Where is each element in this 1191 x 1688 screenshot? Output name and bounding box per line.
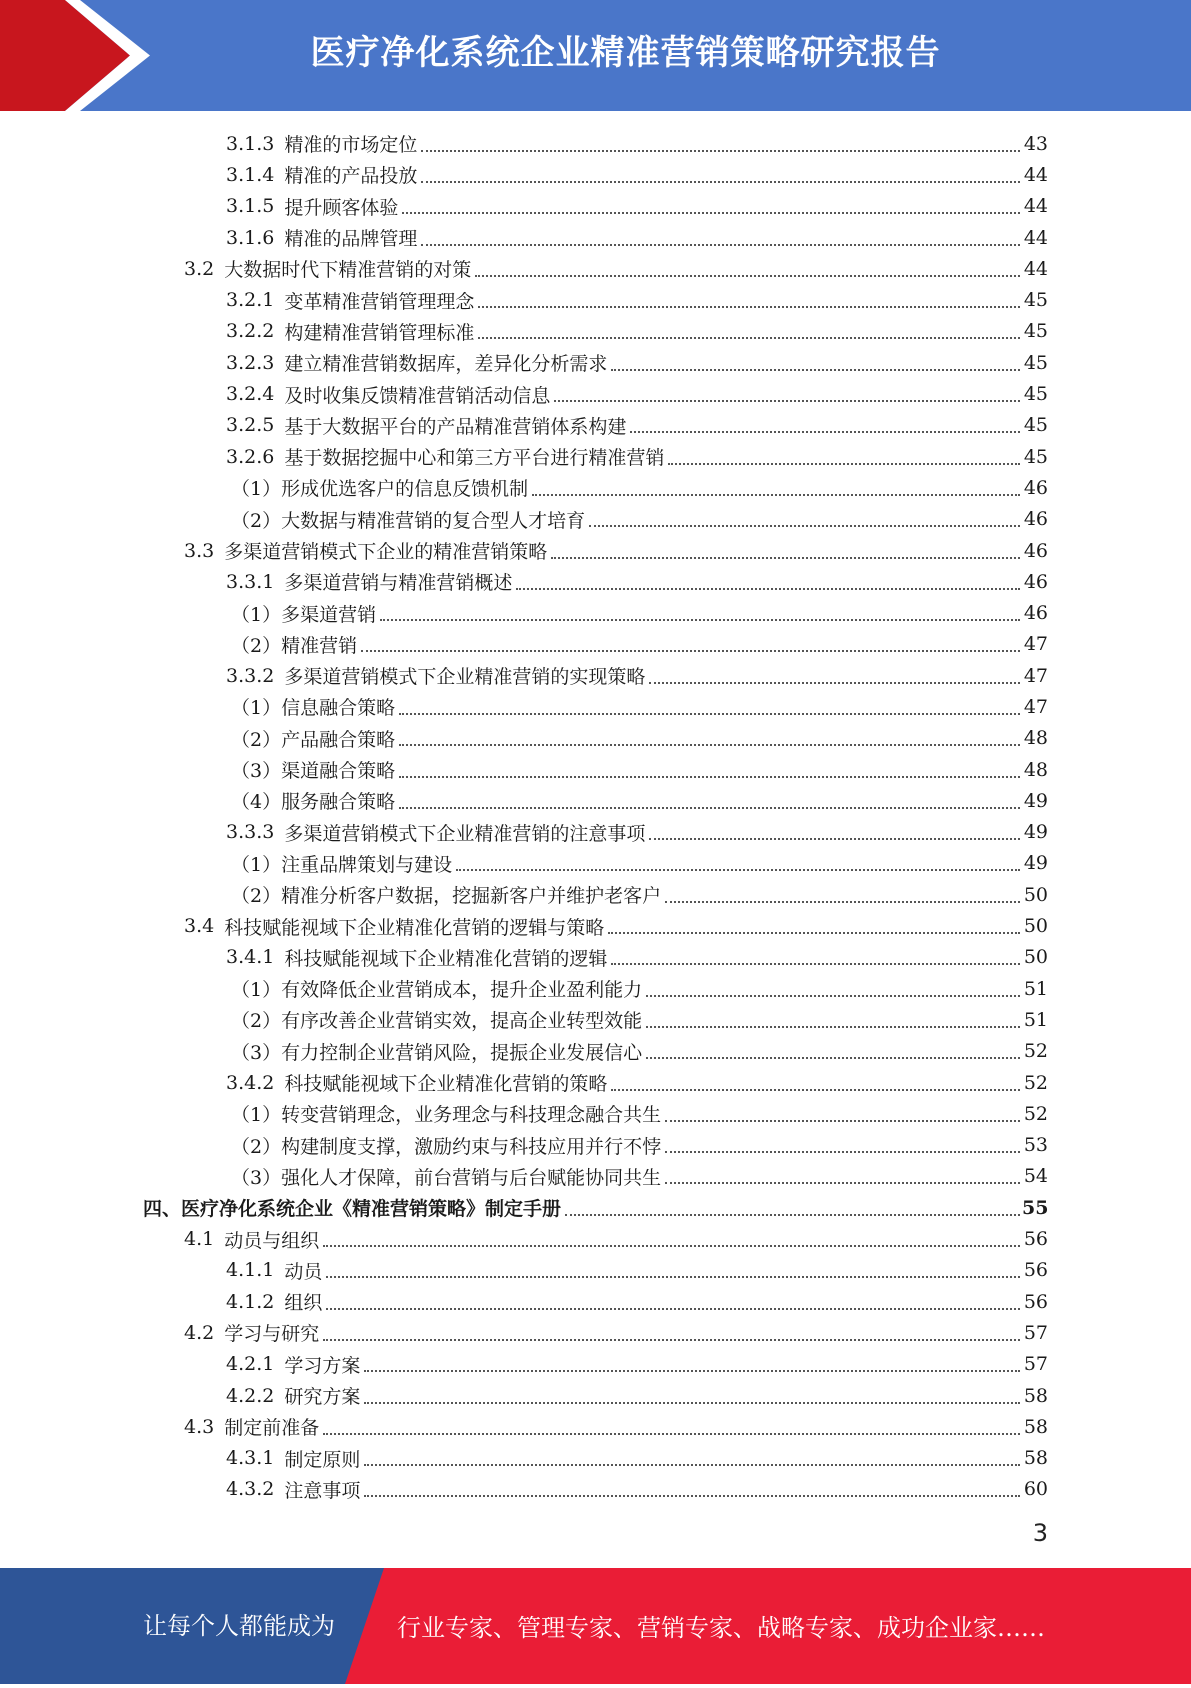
toc-entry-title: （2）精准营销 bbox=[231, 634, 358, 657]
toc-entry-title: （2）大数据与精准营销的复合型人才培育 bbox=[231, 509, 586, 532]
toc-entry[interactable] bbox=[0, 942, 1191, 973]
toc-entry-title: 多渠道营销模式下企业的精准营销策略 bbox=[224, 541, 548, 563]
toc-entry-page: 47 bbox=[1023, 633, 1048, 656]
document-title: 医疗净化系统企业精准营销策略研究报告 bbox=[310, 33, 941, 73]
toc-entry-page: 52 bbox=[1023, 1102, 1048, 1125]
toc-entry-number: 3.3.2 bbox=[226, 664, 275, 687]
toc-entry-page: 50 bbox=[1023, 946, 1048, 969]
toc-entry-page: 57 bbox=[1023, 1321, 1048, 1344]
toc-dot-leader bbox=[323, 1245, 1020, 1247]
toc-entry[interactable] bbox=[0, 660, 1191, 691]
toc-entry-page: 51 bbox=[1023, 1008, 1048, 1031]
toc-entry-number: 4.3.2 bbox=[226, 1478, 275, 1501]
toc-entry-title: 动员与组织 bbox=[224, 1229, 320, 1252]
toc-entry-number: 3.2.4 bbox=[226, 383, 275, 406]
toc-entry-title: 制定前准备 bbox=[224, 1417, 320, 1440]
toc-dot-leader bbox=[554, 400, 1020, 402]
toc-dot-leader bbox=[665, 901, 1020, 903]
toc-entry-page: 46 bbox=[1023, 570, 1048, 593]
toc-entry-page: 58 bbox=[1023, 1384, 1048, 1407]
toc-entry-title: （1）转变营销理念，业务理念与科技理念融合共生 bbox=[231, 1104, 662, 1127]
toc-entry-page: 56 bbox=[1023, 1290, 1048, 1313]
toc-entry-number: 4.1.1 bbox=[226, 1259, 275, 1282]
toc-entry-number: 3.3.3 bbox=[226, 821, 275, 844]
toc-entry-title: （2）有序改善企业营销实效，提高企业转型效能 bbox=[231, 1010, 643, 1033]
toc-entry-page: 46 bbox=[1023, 539, 1048, 562]
toc-dot-leader bbox=[646, 1026, 1020, 1028]
footer-slogan-left: 让每个人都能成为 bbox=[143, 1612, 335, 1640]
toc-entry-page: 52 bbox=[1023, 1040, 1048, 1063]
toc-entry[interactable] bbox=[0, 1380, 1191, 1411]
toc-entry-number: 3.3 bbox=[184, 539, 215, 562]
toc-entry[interactable] bbox=[0, 817, 1191, 848]
toc-dot-leader bbox=[478, 337, 1020, 339]
toc-dot-leader bbox=[668, 463, 1020, 465]
toc-dot-leader bbox=[516, 588, 1020, 590]
toc-entry[interactable] bbox=[0, 1130, 1191, 1161]
toc-entry-title: （2）精准分析客户数据，挖掘新客户并维护老客户 bbox=[231, 885, 662, 908]
page-header bbox=[0, 0, 1191, 111]
toc-entry-title: 学习方案 bbox=[284, 1354, 361, 1377]
toc-entry-title: 多渠道营销与精准营销概述 bbox=[284, 572, 513, 595]
toc-dot-leader bbox=[589, 525, 1020, 527]
toc-dot-leader bbox=[421, 150, 1020, 152]
toc-entry-title: 建立精准营销数据库，差异化分析需求 bbox=[284, 353, 608, 376]
toc-entry-title: （1）注重品牌策划与建设 bbox=[231, 853, 453, 876]
toc-dot-leader bbox=[665, 1120, 1020, 1122]
toc-entry-page: 45 bbox=[1023, 445, 1048, 468]
toc-entry[interactable] bbox=[0, 535, 1191, 566]
toc-entry[interactable] bbox=[0, 723, 1191, 754]
toc-dot-leader bbox=[551, 557, 1020, 559]
toc-entry[interactable] bbox=[0, 378, 1191, 409]
toc-dot-leader bbox=[421, 181, 1020, 183]
toc-entry[interactable] bbox=[0, 1286, 1191, 1317]
toc-entry-title: 动员 bbox=[284, 1260, 323, 1283]
toc-entry-number: 4.3 bbox=[184, 1415, 215, 1438]
toc-dot-leader bbox=[364, 1495, 1020, 1497]
toc-entry-page: 45 bbox=[1023, 383, 1048, 406]
toc-entry-page: 49 bbox=[1023, 821, 1048, 844]
toc-dot-leader bbox=[565, 1214, 1020, 1216]
toc-entry-page: 49 bbox=[1023, 852, 1048, 875]
toc-entry[interactable] bbox=[0, 879, 1191, 910]
toc-entry[interactable] bbox=[0, 848, 1191, 879]
toc-dot-leader bbox=[611, 369, 1020, 371]
toc-entry-title: 精准的市场定位 bbox=[284, 134, 418, 157]
toc-dot-leader bbox=[665, 1182, 1020, 1184]
toc-dot-leader bbox=[630, 431, 1020, 433]
toc-dot-leader bbox=[456, 869, 1020, 871]
toc-entry[interactable] bbox=[0, 504, 1191, 535]
toc-entry-page: 45 bbox=[1023, 414, 1048, 437]
toc-entry-number: 3.1.5 bbox=[226, 195, 275, 218]
toc-entry[interactable] bbox=[0, 1317, 1191, 1348]
toc-entry-page: 55 bbox=[1022, 1196, 1049, 1219]
toc-dot-leader bbox=[475, 275, 1020, 277]
toc-entry-page: 53 bbox=[1023, 1134, 1048, 1157]
toc-entry-title: 注意事项 bbox=[284, 1479, 361, 1502]
toc-entry[interactable] bbox=[0, 973, 1191, 1004]
toc-entry-page: 48 bbox=[1023, 758, 1048, 781]
toc-entry-title: 科技赋能视域下企业精准化营销的策略 bbox=[284, 1073, 608, 1096]
toc-entry-page: 44 bbox=[1023, 195, 1048, 218]
toc-entry[interactable] bbox=[0, 566, 1191, 597]
toc-dot-leader bbox=[399, 744, 1020, 746]
footer-slogan-right: 行业专家、管理专家、营销专家、战略专家、成功企业家…… bbox=[397, 1614, 1045, 1642]
toc-entry[interactable] bbox=[0, 1442, 1191, 1473]
toc-entry[interactable] bbox=[0, 910, 1191, 941]
toc-dot-leader bbox=[326, 1308, 1020, 1310]
toc-entry-number: 4.1.2 bbox=[226, 1290, 275, 1313]
toc-entry[interactable] bbox=[0, 1223, 1191, 1254]
toc-entry-title: 组织 bbox=[284, 1292, 323, 1315]
toc-entry[interactable] bbox=[0, 785, 1191, 816]
toc-dot-leader bbox=[326, 1276, 1020, 1278]
toc-dot-leader bbox=[478, 306, 1020, 308]
toc-entry-title: （3）强化人才保障，前台营销与后台赋能协同共生 bbox=[231, 1166, 662, 1189]
toc-entry-number: 3.1.4 bbox=[226, 163, 275, 186]
toc-entry[interactable] bbox=[0, 253, 1191, 284]
toc-entry[interactable] bbox=[0, 347, 1191, 378]
toc-entry-page: 58 bbox=[1023, 1415, 1048, 1438]
toc-entry-page: 44 bbox=[1023, 163, 1048, 186]
toc-dot-leader bbox=[364, 1370, 1020, 1372]
toc-entry[interactable] bbox=[0, 629, 1191, 660]
toc-entry-title: （1）形成优选客户的信息反馈机制 bbox=[231, 478, 529, 501]
toc-dot-leader bbox=[361, 650, 1020, 652]
toc-entry[interactable] bbox=[0, 284, 1191, 315]
toc-entry-number: 4.2 bbox=[184, 1321, 215, 1344]
toc-entry[interactable] bbox=[0, 410, 1191, 441]
toc-entry[interactable] bbox=[0, 128, 1191, 159]
toc-entry-page: 47 bbox=[1023, 695, 1048, 718]
toc-entry[interactable] bbox=[0, 1255, 1191, 1286]
toc-dot-leader bbox=[611, 1089, 1020, 1091]
toc-entry-page: 51 bbox=[1023, 977, 1048, 1000]
toc-entry[interactable] bbox=[0, 691, 1191, 722]
toc-entry-number: 3.3.1 bbox=[226, 570, 275, 593]
toc-entry-number: 3.2.6 bbox=[226, 445, 275, 468]
toc-entry-number: 3.2 bbox=[184, 257, 215, 280]
toc-entry[interactable] bbox=[0, 1036, 1191, 1067]
toc-entry-page: 43 bbox=[1023, 132, 1048, 155]
toc-entry-number: 3.4.1 bbox=[226, 946, 275, 969]
toc-entry-title: （1）多渠道营销 bbox=[231, 603, 377, 626]
table-of-contents bbox=[0, 128, 1191, 1505]
toc-entry-page: 48 bbox=[1023, 727, 1048, 750]
toc-dot-leader bbox=[649, 682, 1020, 684]
toc-entry[interactable] bbox=[0, 441, 1191, 472]
toc-entry-number: 3.2.2 bbox=[226, 320, 275, 343]
toc-dot-leader bbox=[399, 776, 1020, 778]
toc-dot-leader bbox=[364, 1402, 1020, 1404]
toc-entry-page: 49 bbox=[1023, 789, 1048, 812]
toc-dot-leader bbox=[323, 1433, 1020, 1435]
toc-entry-page: 46 bbox=[1023, 508, 1048, 531]
toc-entry[interactable] bbox=[0, 1004, 1191, 1035]
toc-entry-title: （2）产品融合策略 bbox=[231, 728, 396, 751]
toc-dot-leader bbox=[399, 713, 1020, 715]
page-number: 3 bbox=[1032, 1519, 1048, 1547]
toc-entry-title: 精准的产品投放 bbox=[284, 165, 418, 188]
toc-dot-leader bbox=[364, 1464, 1020, 1466]
toc-entry[interactable] bbox=[0, 1098, 1191, 1129]
toc-entry[interactable] bbox=[0, 597, 1191, 628]
toc-entry-page: 44 bbox=[1023, 226, 1048, 249]
toc-entry-page: 52 bbox=[1023, 1071, 1048, 1094]
toc-entry-page: 45 bbox=[1023, 320, 1048, 343]
toc-dot-leader bbox=[649, 838, 1020, 840]
toc-entry-number: 4.1 bbox=[184, 1228, 215, 1251]
toc-entry-page: 56 bbox=[1023, 1228, 1048, 1251]
toc-dot-leader bbox=[380, 619, 1020, 621]
toc-entry-title: 四、医疗净化系统企业《精准营销策略》制定手册 bbox=[143, 1198, 562, 1221]
toc-entry-title: （3）有力控制企业营销风险，提振企业发展信心 bbox=[231, 1041, 643, 1064]
toc-entry-title: 变革精准营销管理理念 bbox=[284, 290, 475, 313]
toc-entry-number: 3.1.6 bbox=[226, 226, 275, 249]
toc-entry-page: 47 bbox=[1023, 664, 1048, 687]
page-footer bbox=[0, 1568, 1191, 1684]
toc-entry[interactable] bbox=[0, 316, 1191, 347]
header-arrow-decoration bbox=[0, 0, 150, 111]
toc-entry[interactable] bbox=[0, 1474, 1191, 1505]
toc-entry-number: 3.1.3 bbox=[226, 132, 275, 155]
toc-entry-title: 基于数据挖掘中心和第三方平台进行精准营销 bbox=[284, 447, 665, 470]
toc-entry-title: 多渠道营销模式下企业精准营销的实现策略 bbox=[284, 666, 646, 689]
toc-dot-leader bbox=[532, 494, 1020, 496]
toc-entry-number: 3.2.3 bbox=[226, 351, 275, 374]
toc-entry-title: 学习与研究 bbox=[224, 1323, 320, 1346]
toc-entry-number: 3.4.2 bbox=[226, 1071, 275, 1094]
toc-entry-page: 45 bbox=[1023, 351, 1048, 374]
toc-dot-leader bbox=[646, 995, 1020, 997]
toc-entry[interactable] bbox=[0, 159, 1191, 190]
toc-entry[interactable] bbox=[0, 222, 1191, 253]
toc-entry-page: 45 bbox=[1023, 289, 1048, 312]
toc-entry-number: 3.2.5 bbox=[226, 414, 275, 437]
toc-entry-page: 56 bbox=[1023, 1259, 1048, 1282]
toc-entry-title: 制定原则 bbox=[284, 1448, 361, 1471]
toc-entry-number: 3.4 bbox=[184, 915, 215, 938]
toc-entry-title: 研究方案 bbox=[284, 1386, 361, 1409]
toc-entry[interactable] bbox=[0, 1067, 1191, 1098]
toc-entry-title: （3）渠道融合策略 bbox=[231, 760, 396, 783]
toc-entry-number: 4.2.2 bbox=[226, 1384, 275, 1407]
toc-dot-leader bbox=[611, 963, 1020, 965]
toc-entry-page: 57 bbox=[1023, 1353, 1048, 1376]
toc-dot-leader bbox=[665, 1151, 1020, 1153]
toc-entry-title: 大数据时代下精准营销的对策 bbox=[224, 259, 472, 282]
toc-entry-page: 46 bbox=[1023, 476, 1048, 499]
toc-entry-number: 4.3.1 bbox=[226, 1447, 275, 1470]
toc-entry-title: （2）构建制度支撑，激励约束与科技应用并行不悖 bbox=[231, 1135, 662, 1158]
toc-entry-title: 科技赋能视域下企业精准化营销的逻辑 bbox=[284, 947, 608, 970]
toc-entry-page: 50 bbox=[1023, 915, 1048, 938]
toc-entry[interactable] bbox=[0, 754, 1191, 785]
toc-entry[interactable] bbox=[0, 1349, 1191, 1380]
toc-entry-title: 科技赋能视域下企业精准化营销的逻辑与策略 bbox=[224, 916, 605, 939]
toc-entry-page: 46 bbox=[1023, 602, 1048, 625]
toc-entry-title: （1）信息融合策略 bbox=[231, 697, 396, 720]
toc-dot-leader bbox=[402, 212, 1020, 214]
toc-entry-page: 58 bbox=[1023, 1447, 1048, 1470]
toc-entry-title: 多渠道营销模式下企业精准营销的注意事项 bbox=[284, 822, 646, 845]
toc-entry[interactable] bbox=[0, 191, 1191, 222]
toc-dot-leader bbox=[399, 807, 1020, 809]
toc-entry[interactable] bbox=[0, 1161, 1191, 1192]
toc-dot-leader bbox=[608, 932, 1020, 934]
toc-entry-title: （4）服务融合策略 bbox=[231, 791, 396, 814]
toc-entry[interactable] bbox=[0, 1192, 1191, 1223]
toc-entry-title: 精准的品牌管理 bbox=[284, 228, 418, 251]
toc-dot-leader bbox=[323, 1339, 1020, 1341]
toc-dot-leader bbox=[646, 1057, 1020, 1059]
toc-entry-page: 54 bbox=[1023, 1165, 1048, 1188]
toc-entry-title: 及时收集反馈精准营销活动信息 bbox=[284, 384, 551, 407]
toc-dot-leader bbox=[421, 244, 1020, 246]
toc-entry[interactable] bbox=[0, 472, 1191, 503]
toc-entry-title: 构建精准营销管理标准 bbox=[284, 321, 475, 344]
toc-entry-number: 3.2.1 bbox=[226, 289, 275, 312]
toc-entry-page: 50 bbox=[1023, 883, 1048, 906]
toc-entry-number: 4.2.1 bbox=[226, 1353, 275, 1376]
toc-entry-title: 基于大数据平台的产品精准营销体系构建 bbox=[284, 415, 627, 438]
toc-entry-title: 提升顾客体验 bbox=[284, 196, 399, 219]
toc-entry-page: 44 bbox=[1023, 257, 1048, 280]
toc-entry-title: （1）有效降低企业营销成本，提升企业盈利能力 bbox=[231, 979, 643, 1002]
toc-entry[interactable] bbox=[0, 1411, 1191, 1442]
toc-entry-page: 60 bbox=[1023, 1478, 1048, 1501]
